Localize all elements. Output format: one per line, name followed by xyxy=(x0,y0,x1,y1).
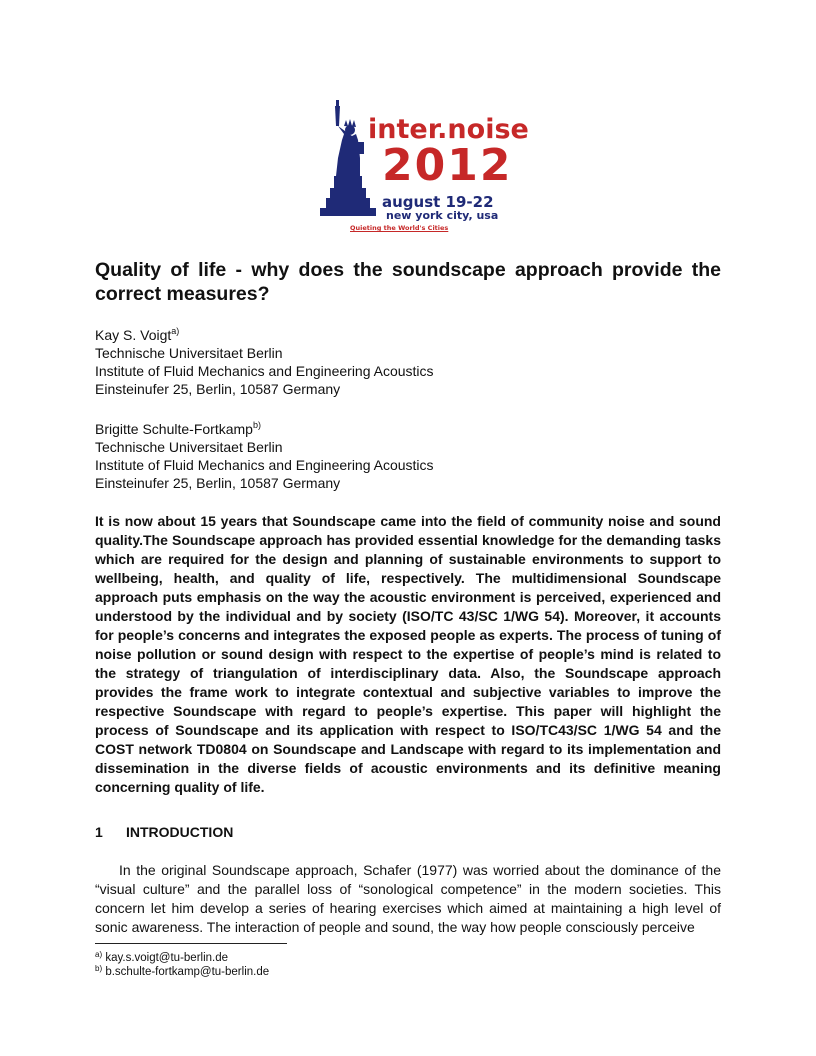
author-name-text: Brigitte Schulte-Fortkamp xyxy=(95,421,253,437)
logo-tagline: Quieting the World's Cities xyxy=(350,224,449,232)
footnote-1 xyxy=(95,951,269,965)
affiliation-institute: Institute of Fluid Mechanics and Engineering Acoustics xyxy=(95,457,434,473)
footnote-2 xyxy=(95,965,269,979)
author-name xyxy=(95,420,595,438)
author-name-text: Kay S. Voigt xyxy=(95,327,172,343)
footnote-email: b.schulte-fortkamp@tu-berlin.de xyxy=(105,966,270,978)
section-number: 1 xyxy=(95,824,103,840)
logo-year: 2012 xyxy=(382,140,513,191)
footnote-mark: b) xyxy=(252,420,261,430)
affiliation-institute: Institute of Fluid Mechanics and Engineering Acoustics xyxy=(95,363,434,379)
paper-title: Quality of life - why does the soundscape approach provide the correct measures? xyxy=(95,259,721,305)
conference-logo xyxy=(316,96,529,236)
footnote-mark: a) xyxy=(171,326,180,336)
abstract: It is now about 15 years that Soundscape came into the field of community noise and sound quality.The Soundscape approach has provided essential knowledge for the demanding tasks which are required for the design and planning of sustainable environments to support to wellbeing, health, and quality of life, respectively. The multidimensional Soundscape approach puts emphasis on the way the acoustic environment is perceived, experienced and understood by the individual and by society (ISO/TC 43/SC 1/WG 54). Moreover, it accounts for people’s concerns and integrates the exposed people as experts. The process of tuning of noise pollution or sound design with respect to the expertise of people’s mind is related to the strategy of triangulation of interdisciplinary data. Also, the Soundscape approach provides the frame work to integrate contextual and subjective variables to improve the respective Soundscape with regard to people’s expertise. This paper will highlight the process of Soundscape and its application with respect to ISO/TC43/SC 1/WG 54 and the COST network TD0804 on Soundscape and Landscape with regard to its implementation and dissemination in the diverse fields of acoustic environments and its definitive meaning concerning quality of life. xyxy=(95,513,721,795)
affiliation-university: Technische Universitaet Berlin xyxy=(95,439,283,455)
section-heading xyxy=(95,824,233,840)
intro-paragraph: In the original Soundscape approach, Schafer (1977) was worried about the dominance of the “visual culture” and the parallel loss of “sonological competence” in the modern societies. This concern let him develop a series of hearing exercises which aimed at maintaining a high level of sonic awareness. The interaction of people and sound, the way how people consciously perceive xyxy=(95,862,721,935)
author-block-2 xyxy=(95,420,595,492)
affiliation-address: Einsteinufer 25, Berlin, 10587 Germany xyxy=(95,475,341,491)
affiliation-address: Einsteinufer 25, Berlin, 10587 Germany xyxy=(95,381,341,397)
footnote-rule xyxy=(95,943,287,944)
footnote-email: kay.s.voigt@tu-berlin.de xyxy=(105,952,229,964)
logo-dates: august 19-22 xyxy=(382,193,494,211)
logo-wordmark: inter.noise xyxy=(368,114,529,145)
logo-city: new york city, usa xyxy=(386,209,499,222)
footnotes xyxy=(95,951,269,979)
section-title: INTRODUCTION xyxy=(126,824,234,840)
footnote-mark: b) xyxy=(95,964,103,973)
author-block-1 xyxy=(95,326,595,398)
affiliation-university: Technische Universitaet Berlin xyxy=(95,345,283,361)
author-name xyxy=(95,326,595,344)
footnote-mark: a) xyxy=(95,950,103,959)
